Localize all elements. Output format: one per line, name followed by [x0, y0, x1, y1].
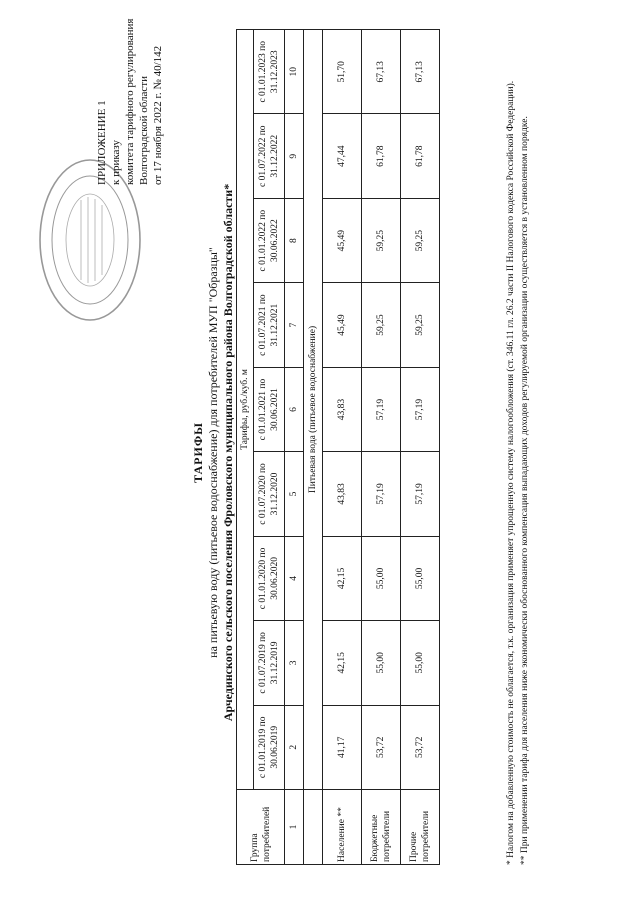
value-cell: 67,13 — [401, 30, 440, 115]
value-cell: 57,19 — [401, 452, 440, 536]
value-cell: 57,19 — [401, 367, 440, 451]
value-cell: 59,25 — [362, 198, 401, 282]
column-number: 9 — [285, 114, 304, 198]
value-cell: 57,19 — [362, 452, 401, 536]
value-cell: 57,19 — [362, 367, 401, 451]
approval-committee: комитета тарифного регулирования — [124, 18, 136, 185]
approval-appendix: ПРИЛОЖЕНИЕ 1 — [96, 100, 108, 185]
value-cell: 55,00 — [401, 536, 440, 620]
period-cell: с 01.01.2023 по 31.12.2023 — [254, 30, 285, 115]
column-number: 2 — [285, 705, 304, 789]
value-cell: 41,17 — [323, 705, 362, 789]
value-cell: 51,70 — [323, 30, 362, 115]
value-cell: 42,15 — [323, 536, 362, 620]
approval-date: от 17 ноября 2022 г. № 40/142 — [152, 45, 164, 185]
value-cell: 45,49 — [323, 198, 362, 282]
footnotes — [505, 29, 533, 865]
column-numbers-row — [285, 30, 304, 865]
value-cell: 61,78 — [362, 114, 401, 198]
approval-order: к приказу — [110, 139, 122, 185]
value-cell: 47,44 — [323, 114, 362, 198]
table-row — [401, 30, 440, 865]
period-cell: с 01.07.2019 по 31.12.2019 — [254, 621, 285, 705]
value-cell: 43,83 — [323, 452, 362, 536]
group-cell: Прочие потребители — [401, 790, 440, 865]
document-title: ТАРИФЫ — [191, 422, 205, 483]
value-cell: 42,15 — [323, 621, 362, 705]
value-cell: 59,25 — [362, 283, 401, 367]
period-cell: с 01.01.2020 по 30.06.2020 — [254, 536, 285, 620]
period-cell: с 01.07.2020 по 31.12.2020 — [254, 452, 285, 536]
period-cell: с 01.01.2021 по 30.06.2021 — [254, 367, 285, 451]
value-cell: 61,78 — [401, 114, 440, 198]
approval-region: Волгоградской области — [138, 76, 150, 185]
column-number: 8 — [285, 198, 304, 282]
document-subtitle: на питьевую воду (питьевое водоснабжение) для потребителей МУП "Образцы" — [206, 247, 220, 658]
tariffs-table — [236, 29, 440, 865]
column-number: 1 — [285, 790, 304, 865]
value-cell: 59,25 — [401, 198, 440, 282]
tariff-header: Тарифы, руб./куб. м — [237, 30, 254, 790]
title-block — [190, 0, 236, 905]
value-cell: 55,00 — [362, 536, 401, 620]
document-subtitle-2: Арчединского сельского поселения Фроловского муниципального района Волгоградской области* — [221, 183, 235, 722]
value-cell: 43,83 — [323, 367, 362, 451]
group-cell: Население ** — [323, 790, 362, 865]
value-cell: 53,72 — [401, 705, 440, 789]
section-label: Питьевая вода (питьевое водоснабжение) — [304, 30, 323, 790]
period-cell: с 01.07.2021 по 31.12.2021 — [254, 283, 285, 367]
footnote-population: ** При применении тарифа для населения ниже экономически обоснованного компенсация выпадающих доходов регулируемой организации осуществляется в установленном порядке. — [520, 116, 530, 865]
period-cell: с 01.01.2022 по 30.06.2022 — [254, 198, 285, 282]
column-number: 4 — [285, 536, 304, 620]
column-number: 10 — [285, 30, 304, 115]
section-blank-cell — [304, 790, 323, 865]
column-number: 5 — [285, 452, 304, 536]
table-row — [362, 30, 401, 865]
periods-row — [254, 30, 285, 865]
period-cell: с 01.01.2019 по 30.06.2019 — [254, 705, 285, 789]
footnote-vat: * Налогом на добавленную стоимость не облагается, т.к. организация применяет упрощенную систему налогообложения (ст. 346.11 гл. 26.2 части II Налогового кодекса Российской Федерации). — [506, 80, 516, 865]
group-cell: Бюджетные потребители — [362, 790, 401, 865]
column-number: 6 — [285, 367, 304, 451]
value-cell: 59,25 — [401, 283, 440, 367]
section-row — [304, 30, 323, 865]
period-cell: с 01.07.2022 по 31.12.2022 — [254, 114, 285, 198]
column-number: 3 — [285, 621, 304, 705]
table-row — [323, 30, 362, 865]
value-cell: 45,49 — [323, 283, 362, 367]
value-cell: 53,72 — [362, 705, 401, 789]
value-cell: 55,00 — [401, 621, 440, 705]
table-header-row — [237, 30, 254, 865]
column-number: 7 — [285, 283, 304, 367]
approval-block — [95, 0, 165, 185]
value-cell: 67,13 — [362, 30, 401, 115]
value-cell: 55,00 — [362, 621, 401, 705]
group-header: Группа потребителей — [237, 790, 285, 865]
